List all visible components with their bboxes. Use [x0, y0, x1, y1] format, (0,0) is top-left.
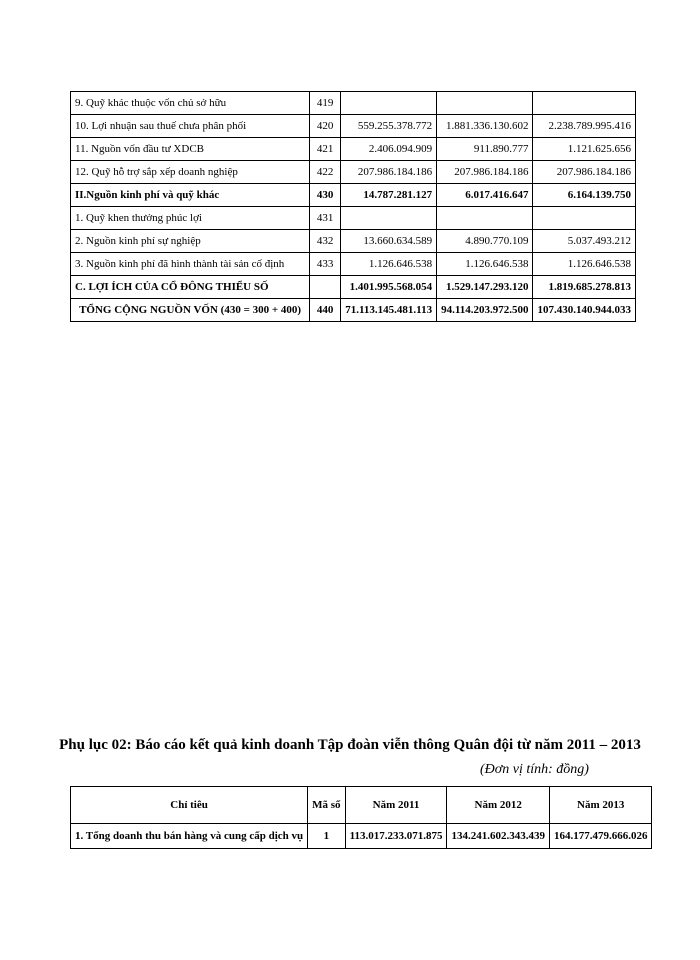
- row-label: 11. Nguồn vốn đầu tư XDCB: [71, 138, 310, 161]
- row-label: C. LỢI ÍCH CỦA CỔ ĐÔNG THIỂU SỐ: [71, 276, 310, 299]
- table-row: [71, 253, 636, 276]
- row-code: 422: [310, 161, 341, 184]
- header-2011: Năm 2011: [345, 787, 447, 824]
- table-row: [71, 230, 636, 253]
- value-2013: 1.819.685.278.813: [533, 276, 636, 299]
- value-2013: 5.037.493.212: [533, 230, 636, 253]
- row-code: 433: [310, 253, 341, 276]
- value-2012: 1.881.336.130.602: [437, 115, 533, 138]
- value-2012: 6.017.416.647: [437, 184, 533, 207]
- table-header-row: [71, 787, 652, 824]
- value-2012: 1.126.646.538: [437, 253, 533, 276]
- row-code: 440: [310, 299, 341, 322]
- value-2013: 1.121.625.656: [533, 138, 636, 161]
- value-2011: 14.787.281.127: [341, 184, 437, 207]
- row-label: 2. Nguồn kinh phí sự nghiệp: [71, 230, 310, 253]
- value-2013: [533, 92, 636, 115]
- value-2011: 1.126.646.538: [341, 253, 437, 276]
- value-2012: [437, 207, 533, 230]
- row-label: 10. Lợi nhuận sau thuế chưa phân phối: [71, 115, 310, 138]
- income-statement-table: [70, 786, 652, 849]
- table-row: [71, 824, 652, 849]
- value-2012: 4.890.770.109: [437, 230, 533, 253]
- table-row-section: [71, 184, 636, 207]
- row-code: 431: [310, 207, 341, 230]
- value-2011: 207.986.184.186: [341, 161, 437, 184]
- header-2012: Năm 2012: [447, 787, 550, 824]
- balance-sheet-table: [70, 91, 636, 322]
- value-2013: 207.986.184.186: [533, 161, 636, 184]
- table-row: [71, 92, 636, 115]
- table-row: [71, 161, 636, 184]
- row-code: 421: [310, 138, 341, 161]
- header-code: Mã số: [308, 787, 345, 824]
- value-2011: [341, 207, 437, 230]
- table-row: [71, 207, 636, 230]
- value-2012: 1.529.147.293.120: [437, 276, 533, 299]
- value-2011: 113.017.233.071.875: [345, 824, 447, 849]
- value-2013: 107.430.140.944.033: [533, 299, 636, 322]
- value-2012: 94.114.203.972.500: [437, 299, 533, 322]
- value-2011: 71.113.145.481.113: [341, 299, 437, 322]
- value-2013: [533, 207, 636, 230]
- value-2012: 134.241.602.343.439: [447, 824, 550, 849]
- row-code: 430: [310, 184, 341, 207]
- header-2013: Năm 2013: [549, 787, 652, 824]
- row-label: 9. Quỹ khác thuộc vốn chủ sở hữu: [71, 92, 310, 115]
- row-label: TỔNG CỘNG NGUỒN VỐN (430 = 300 + 400): [71, 299, 310, 322]
- value-2011: 1.401.995.568.054: [341, 276, 437, 299]
- table-row: [71, 138, 636, 161]
- row-code: 1: [308, 824, 345, 849]
- row-code: 420: [310, 115, 341, 138]
- value-2013: 6.164.139.750: [533, 184, 636, 207]
- row-code: [310, 276, 341, 299]
- row-label: 12. Quỹ hỗ trợ sắp xếp doanh nghiệp: [71, 161, 310, 184]
- header-indicator: Chỉ tiêu: [71, 787, 308, 824]
- value-2013: 164.177.479.666.026: [549, 824, 652, 849]
- value-2012: [437, 92, 533, 115]
- value-2011: 2.406.094.909: [341, 138, 437, 161]
- row-code: 419: [310, 92, 341, 115]
- appendix-title: Phụ lục 02: Báo cáo kết quả kinh doanh Tập đoàn viễn thông Quân đội từ năm 2011 – 2013: [59, 737, 641, 753]
- value-2012: 207.986.184.186: [437, 161, 533, 184]
- table-row-total: [71, 299, 636, 322]
- value-2013: 1.126.646.538: [533, 253, 636, 276]
- value-2013: 2.238.789.995.416: [533, 115, 636, 138]
- value-2012: 911.890.777: [437, 138, 533, 161]
- table-row: [71, 115, 636, 138]
- value-2011: 559.255.378.772: [341, 115, 437, 138]
- value-2011: [341, 92, 437, 115]
- row-label: 1. Quỹ khen thưởng phúc lợi: [71, 207, 310, 230]
- row-code: 432: [310, 230, 341, 253]
- row-label: II.Nguồn kinh phí và quỹ khác: [71, 184, 310, 207]
- table-row-section: [71, 276, 636, 299]
- unit-note: (Đơn vị tính: đồng): [480, 762, 589, 777]
- row-label: 1. Tổng doanh thu bán hàng và cung cấp dịch vụ: [71, 824, 308, 849]
- value-2011: 13.660.634.589: [341, 230, 437, 253]
- row-label: 3. Nguồn kinh phí đã hình thành tài sản cố định: [71, 253, 310, 276]
